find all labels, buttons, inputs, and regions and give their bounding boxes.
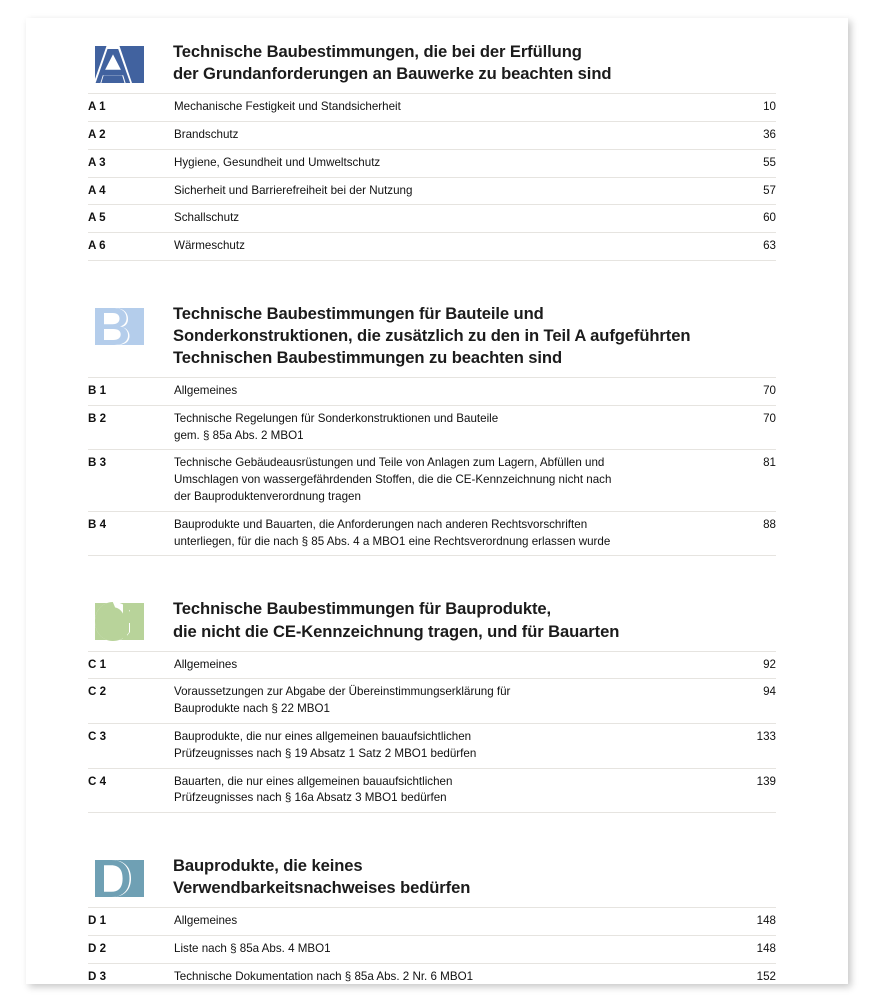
section-title-line: Technische Baubestimmungen für Bauteile und: [173, 303, 544, 323]
entry-title-line: Brandschutz: [174, 127, 239, 141]
entry-title: [174, 940, 716, 958]
entry-title-line: Allgemeines: [174, 384, 238, 398]
entry-title: [174, 454, 716, 505]
letter-c-badge-icon: [88, 601, 144, 642]
section-title-line: Technische Baubestimmungen für Bauprodukte,: [173, 599, 552, 619]
entry-page-number: 139: [756, 774, 776, 788]
toc-entry-row[interactable]: [88, 94, 776, 122]
section-title-line: Sonderkonstruktionen, die zusätzlich zu den in Teil A aufgeführten: [173, 325, 691, 345]
entry-number: A 5: [88, 211, 106, 225]
entry-number: B 4: [88, 517, 107, 531]
entry-number: D 2: [88, 942, 107, 956]
entry-title-line: Hygiene, Gesundheit und Umweltschutz: [174, 155, 381, 169]
entry-title: [174, 410, 716, 445]
toc-entry-row[interactable]: [88, 150, 776, 178]
section-spacer: [88, 556, 776, 597]
entry-title-line: Technische Regelungen für Sonderkonstruktionen und Bauteile: [174, 411, 499, 425]
table-of-contents: [88, 40, 776, 984]
section-header: [88, 597, 776, 642]
entry-title-line: Technische Gebäudeausrüstungen und Teile von Anlagen zum Lagern, Abfüllen und: [174, 456, 605, 470]
entry-number: A 6: [88, 239, 106, 253]
entry-number: C 4: [88, 774, 107, 788]
entry-title-line: Prüfzeugnisses nach § 19 Absatz 1 Satz 2 MBO1 bedürfen: [174, 746, 477, 760]
entry-title-line: Sicherheit und Barrierefreiheit bei der Nutzung: [174, 183, 413, 197]
toc-entry-row[interactable]: [88, 908, 776, 936]
toc-entry-row[interactable]: [88, 378, 776, 406]
section-title-line: Bauprodukte, die keines: [173, 856, 363, 876]
section-header: [88, 40, 776, 85]
entry-title-line: Wärmeschutz: [174, 239, 245, 253]
section-entry-list: [88, 907, 776, 984]
toc-entry-row[interactable]: [88, 964, 776, 984]
toc-section-d: [88, 854, 776, 984]
section-header: [88, 302, 776, 369]
entry-page-number: 148: [756, 942, 776, 956]
entry-page-number: 63: [763, 239, 776, 253]
section-entry-list: [88, 377, 776, 556]
section-title-line: Technische Baubestimmungen, die bei der Erfüllung: [173, 42, 582, 61]
entry-title-line: Bauprodukte, die nur eines allgemeinen bauaufsichtlichen: [174, 729, 472, 743]
toc-entry-row[interactable]: [88, 450, 776, 511]
entry-number: D 1: [88, 914, 107, 928]
toc-entry-row[interactable]: [88, 724, 776, 769]
entry-page-number: 88: [763, 517, 776, 531]
entry-title: [174, 154, 716, 172]
entry-title-line: Prüfzeugnisses nach § 16a Absatz 3 MBO1 bedürfen: [174, 791, 447, 805]
entry-page-number: 57: [763, 183, 776, 197]
toc-section-c: [88, 597, 776, 813]
section-spacer: [88, 261, 776, 302]
entry-number: B 1: [88, 384, 107, 398]
entry-page-number: 133: [756, 729, 776, 743]
entry-title-line: Schallschutz: [174, 211, 240, 225]
entry-number: A 2: [88, 127, 106, 141]
letter-a-badge-icon: [88, 44, 144, 85]
toc-section-a: [88, 40, 776, 261]
entry-title: [174, 237, 716, 255]
entry-title-line: Allgemeines: [174, 914, 238, 928]
toc-entry-row[interactable]: [88, 512, 776, 557]
toc-entry-row[interactable]: [88, 233, 776, 261]
section-title: [173, 597, 619, 642]
entry-number: A 4: [88, 183, 106, 197]
toc-section-b: [88, 302, 776, 557]
entry-page-number: 81: [763, 456, 776, 470]
entry-title-line: Voraussetzungen zur Abgabe der Übereinstimmungserklärung für: [174, 685, 511, 699]
entry-number: C 1: [88, 657, 107, 671]
toc-entry-row[interactable]: [88, 652, 776, 680]
entry-title-line: Liste nach § 85a Abs. 4 MBO1: [174, 942, 331, 956]
entry-number: C 3: [88, 729, 107, 743]
entry-title-line: unterliegen, für die nach § 85 Abs. 4 a MBO1 eine Rechtsverordnung erlassen wurde: [174, 534, 611, 548]
entry-title-line: der Bauproduktenverordnung tragen: [174, 490, 361, 504]
entry-title: [174, 773, 716, 808]
document-page: [26, 18, 848, 984]
entry-page-number: 60: [763, 211, 776, 225]
entry-page-number: 94: [763, 685, 776, 699]
entry-title-line: Umschlagen von wassergefährdenden Stoffen, die die CE-Kennzeichnung nicht nach: [174, 473, 612, 487]
entry-title: [174, 516, 716, 551]
entry-title: [174, 382, 716, 400]
entry-title: [174, 182, 716, 200]
entry-title: [174, 98, 716, 116]
section-title-line: die nicht die CE-Kennzeichnung tragen, und für Bauarten: [173, 621, 620, 641]
section-entry-list: [88, 651, 776, 814]
entry-page-number: 148: [756, 914, 776, 928]
toc-entry-row[interactable]: [88, 178, 776, 206]
toc-entry-row[interactable]: [88, 679, 776, 724]
toc-entry-row[interactable]: [88, 406, 776, 451]
entry-title-line: gem. § 85a Abs. 2 MBO1: [174, 428, 304, 442]
entry-title-line: Mechanische Festigkeit und Standsicherheit: [174, 100, 401, 114]
toc-entry-row[interactable]: [88, 769, 776, 814]
section-entry-list: [88, 93, 776, 261]
entry-title-line: Bauprodukte und Bauarten, die Anforderungen nach anderen Rechtsvorschriften: [174, 517, 588, 531]
entry-page-number: 10: [763, 100, 776, 114]
entry-title: [174, 968, 716, 984]
entry-title-line: Technische Dokumentation nach § 85a Abs. 2 Nr. 6 MBO1: [174, 969, 474, 983]
section-title: [173, 40, 611, 85]
entry-title: [174, 683, 716, 718]
entry-title-line: Bauarten, die nur eines allgemeinen bauaufsichtlichen: [174, 774, 453, 788]
entry-title: [174, 126, 716, 144]
entry-title-line: Allgemeines: [174, 657, 238, 671]
entry-number: B 3: [88, 456, 107, 470]
section-title: [173, 302, 690, 369]
toc-entry-row[interactable]: [88, 205, 776, 233]
letter-b-badge-icon: [88, 306, 144, 347]
section-title: [173, 854, 470, 899]
toc-entry-row[interactable]: [88, 122, 776, 150]
entry-title: [174, 209, 716, 227]
section-header: [88, 854, 776, 899]
entry-title: [174, 656, 716, 674]
entry-page-number: 152: [756, 969, 776, 983]
entry-number: A 1: [88, 100, 106, 114]
entry-number: D 3: [88, 969, 107, 983]
letter-d-badge-icon: [88, 858, 144, 899]
entry-title-line: Bauprodukte nach § 22 MBO1: [174, 702, 330, 716]
entry-number: A 3: [88, 155, 106, 169]
section-title-line: Technischen Baubestimmungen zu beachten sind: [173, 348, 562, 368]
section-spacer: [88, 813, 776, 854]
entry-title: [174, 728, 716, 763]
entry-number: B 2: [88, 411, 107, 425]
section-title-line: der Grundanforderungen an Bauwerke zu beachten sind: [173, 64, 612, 84]
entry-page-number: 55: [763, 155, 776, 169]
entry-page-number: 70: [763, 384, 776, 398]
entry-page-number: 36: [763, 127, 776, 141]
toc-entry-row[interactable]: [88, 936, 776, 964]
entry-page-number: 92: [763, 657, 776, 671]
entry-title: [174, 912, 716, 930]
entry-page-number: 70: [763, 411, 776, 425]
entry-number: C 2: [88, 685, 107, 699]
section-title-line: Verwendbarkeitsnachweises bedürfen: [173, 878, 471, 898]
